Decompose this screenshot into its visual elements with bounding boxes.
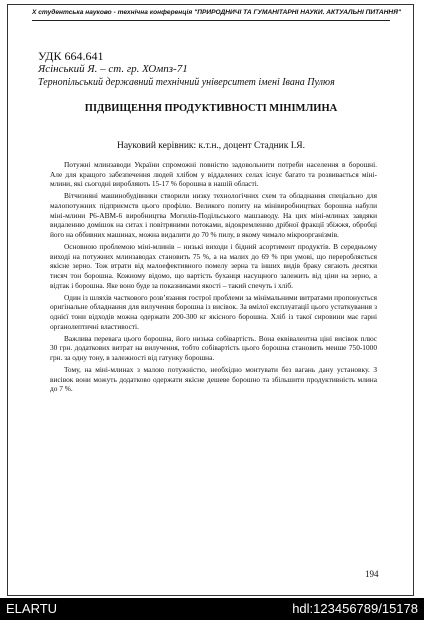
affiliation-line: Тернопільський державний технічний університет імені Івана Пулюя [38, 77, 335, 88]
handle-identifier: hdl:123456789/15178 [292, 601, 418, 616]
document-page [7, 4, 414, 596]
repository-footer-bar [0, 598, 424, 620]
body-paragraph: Потужні млинзаводи України спроможні повністю задовольнити потреби населення в борошні. Але для кращого забезпечення людей хлібом у віддалених селах існує багато та розвивається міні-млини, які сьогодні виробляють 15-17 % борошна в нашій області. [50, 160, 377, 189]
header-rule [32, 20, 390, 21]
supervisor-line: Науковий керівник: к.т.н., доцент Стадник І.Я. [117, 141, 305, 151]
udc-code: УДК 664.641 [38, 49, 104, 63]
body-paragraph: Один із шляхів часткового розв’язання гострої проблеми за мінімальними витратами пропонується оригінальне обладнання для вилучення борошна із висівок. За вмілої експлуатації цього устаткування з однієї тони відходів можна одержати 200-300 кг якісного борошна. Хліб із такої сировини має гарні органолептичні властивості. [50, 292, 377, 331]
body-paragraph: Основною проблемою міні-млинів – низькі виходи і бідний асортимент продуктів. В середньому виході на потужних млинзаводах становить 75 %, а на малих до 69 % при умові, що переробляється якісне зерно. Тож втрати від малоефективного помелу зерна та інших видів браку сягають десятки тисяч тон борошна. Кожному відомо, що вартість буханця насущного залежить від ціни на зерно, а відтак і борошна. Яке воно буде за показниками якості – такий спечуть і хліб. [50, 242, 377, 290]
body-paragraph: Важлива перевага цього борошна, його низька собівартість. Вона еквівалентна ціні висівок плюс 30 грн. додаткових витрат на вилучення, тобто собівартість цього борошна становить менше 750-1000 грн. за одну тону, в залежності від гатунку борошна. [50, 333, 377, 363]
article-body [50, 160, 377, 396]
author-line: Ясінський Я. – ст. гр. ХОмпз-71 [38, 63, 188, 75]
conference-header: Х студентська науково - технічна конференція "ПРИРОДНИЧІ ТА ГУМАНІТАРНІ НАУКИ. АКТУАЛЬНІ ПИТАННЯ" [32, 9, 402, 16]
body-paragraph: Тому, на міні-млинах з малою потужністю, необхідно монтувати без вагань дану установку. З висівок вони можуть додатково одержати якісне дешеве борошно та збільшити продуктивність млина до 7 %. [50, 365, 377, 394]
body-paragraph: Вітчизняні машинобудівники створили низку технологічних схем та обладнання спеціально для малопотужних підприємств цього профілю. Великого попиту на мінівиробництвах борошна набули міні-млини Р6-АВМ-6 виробництва Могилів-Подільського машзаводу. На цих міні-млинах завдяки видаленню домішок на ситах і повітряними потоками, відокремленню дрібної фракції збіжжя, обробці його на оббивних машинах, можна видалити до 70 % пилу, в якому чимало мікроорганізмів. [50, 191, 377, 240]
article-title: ПІДВИЩЕННЯ ПРОДУКТИВНОСТІ МІНІМЛИНА [84, 103, 338, 114]
repository-name: ELARTU [6, 601, 58, 616]
page-number: 194 [365, 569, 379, 579]
